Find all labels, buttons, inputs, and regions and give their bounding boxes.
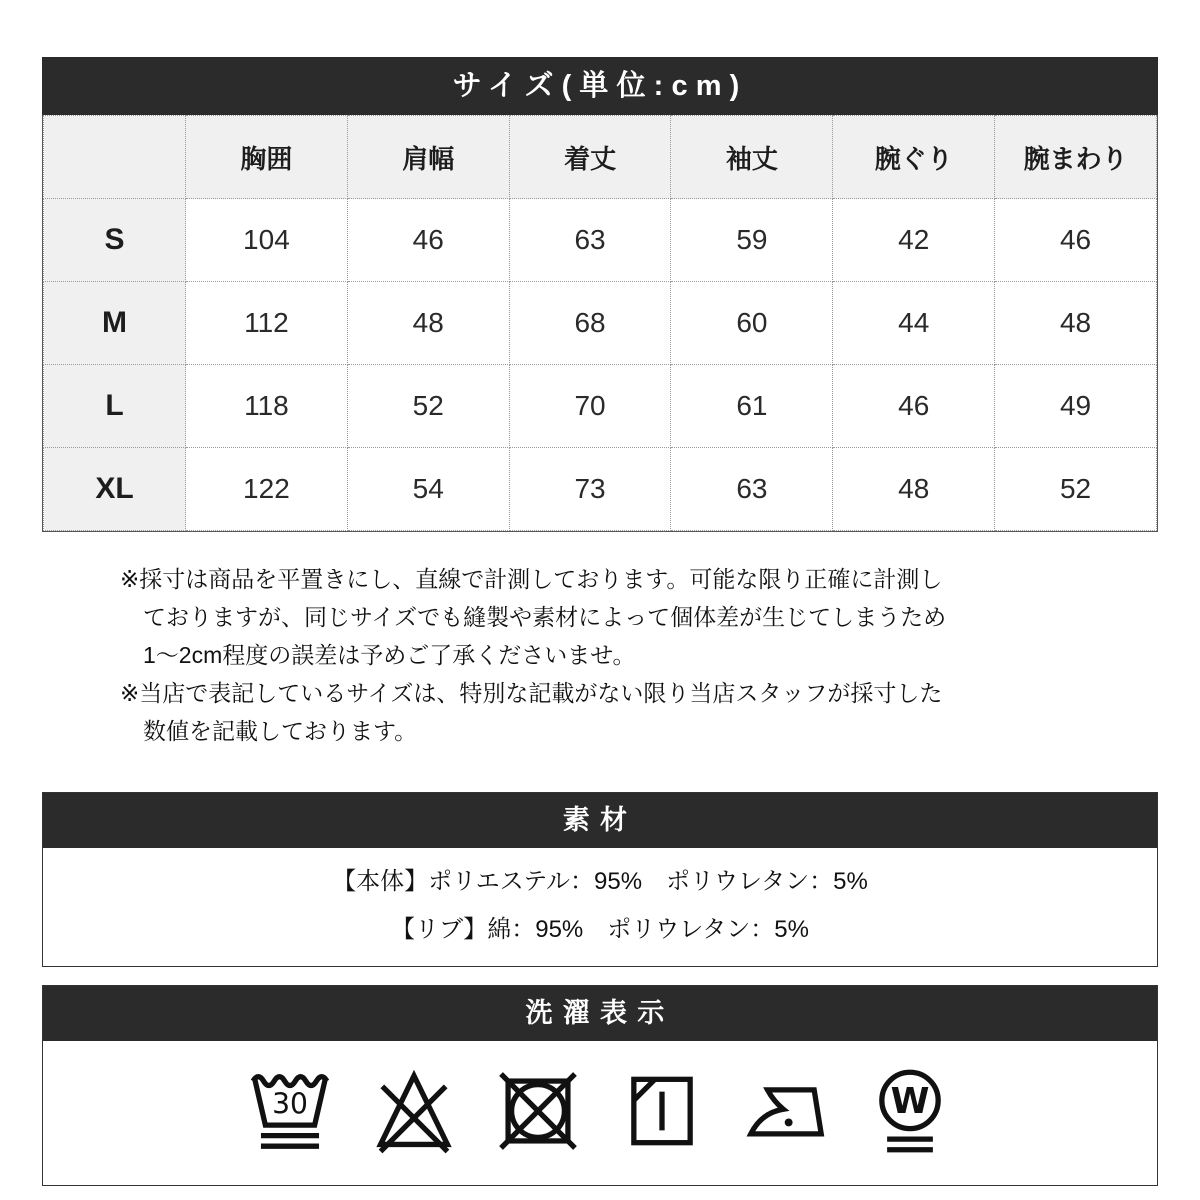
note-line: ※当店で表記しているサイズは、特別な記載がない限り当店スタッフが採寸した bbox=[120, 680, 943, 706]
size-label-s: S bbox=[44, 199, 186, 282]
cell-value: 61 bbox=[671, 365, 833, 448]
cell-value: 73 bbox=[509, 448, 671, 531]
material-section-title: 素材 bbox=[562, 805, 638, 835]
wash-30-very-gentle-icon bbox=[246, 1063, 334, 1159]
cell-value: 104 bbox=[186, 199, 348, 282]
material-line-rib: 【リブ】綿：95% ポリウレタン：5% bbox=[390, 916, 809, 943]
do-not-bleach-icon bbox=[370, 1063, 458, 1159]
do-not-tumble-dry-icon bbox=[494, 1063, 582, 1159]
care-section-header bbox=[43, 986, 1157, 1041]
cell-value: 48 bbox=[347, 282, 509, 365]
care-section bbox=[42, 985, 1158, 1186]
cell-value: 46 bbox=[995, 199, 1157, 282]
wet-cleaning-very-gentle-icon bbox=[866, 1063, 954, 1159]
cell-value: 70 bbox=[509, 365, 671, 448]
size-section-header bbox=[42, 57, 1158, 115]
cell-value: 122 bbox=[186, 448, 348, 531]
cell-value: 46 bbox=[347, 199, 509, 282]
size-table bbox=[42, 115, 1158, 532]
column-header-arm-circumference: 腕まわり bbox=[995, 116, 1157, 199]
svg-text:30: 30 bbox=[272, 1087, 308, 1121]
cell-value: 49 bbox=[995, 365, 1157, 448]
cell-value: 46 bbox=[833, 365, 995, 448]
table-row-l bbox=[44, 365, 1157, 448]
column-header-chest: 胸囲 bbox=[186, 116, 348, 199]
note-line: 1〜2cm程度の誤差は予めご了承くださいませ。 bbox=[143, 642, 636, 668]
column-header-sleeve: 袖丈 bbox=[671, 116, 833, 199]
column-header-length: 着丈 bbox=[509, 116, 671, 199]
cell-value: 60 bbox=[671, 282, 833, 365]
cell-value: 44 bbox=[833, 282, 995, 365]
size-label-l: L bbox=[44, 365, 186, 448]
size-table-header-row bbox=[44, 116, 1157, 199]
cell-value: 52 bbox=[347, 365, 509, 448]
material-section bbox=[42, 792, 1158, 967]
cell-value: 63 bbox=[509, 199, 671, 282]
cell-value: 42 bbox=[833, 199, 995, 282]
line-dry-in-shade-icon bbox=[618, 1063, 706, 1159]
column-header-shoulder: 肩幅 bbox=[347, 116, 509, 199]
note-line: ておりますが、同じサイズでも縫製や素材によって個体差が生じてしまうため bbox=[143, 604, 947, 630]
cell-value: 52 bbox=[995, 448, 1157, 531]
cell-value: 59 bbox=[671, 199, 833, 282]
note-line: ※採寸は商品を平置きにし、直線で計測しております。可能な限り正確に計測し bbox=[120, 566, 943, 592]
table-row-m bbox=[44, 282, 1157, 365]
cell-value: 112 bbox=[186, 282, 348, 365]
material-line-body: 【本体】ポリエステル：95% ポリウレタン：5% bbox=[332, 868, 868, 895]
cell-value: 48 bbox=[833, 448, 995, 531]
size-section-title: サイズ(単位:cm) bbox=[452, 70, 748, 102]
material-content bbox=[43, 848, 1157, 966]
iron-low-heat-icon bbox=[742, 1063, 830, 1159]
column-header-armhole: 腕ぐり bbox=[833, 116, 995, 199]
care-icons-row bbox=[43, 1051, 1157, 1173]
cell-value: 48 bbox=[995, 282, 1157, 365]
material-section-header bbox=[43, 793, 1157, 848]
note-line: 数値を記載しております。 bbox=[143, 718, 418, 744]
table-row-xl bbox=[44, 448, 1157, 531]
size-label-xl: XL bbox=[44, 448, 186, 531]
size-label-m: M bbox=[44, 282, 186, 365]
care-content bbox=[43, 1041, 1157, 1185]
cell-value: 118 bbox=[186, 365, 348, 448]
cell-value: 68 bbox=[509, 282, 671, 365]
svg-text:W: W bbox=[890, 1080, 930, 1122]
corner-cell bbox=[44, 116, 186, 199]
cell-value: 54 bbox=[347, 448, 509, 531]
measurement-notes bbox=[120, 560, 1158, 750]
table-row-s bbox=[44, 199, 1157, 282]
care-section-title: 洗濯表示 bbox=[525, 998, 675, 1028]
cell-value: 63 bbox=[671, 448, 833, 531]
